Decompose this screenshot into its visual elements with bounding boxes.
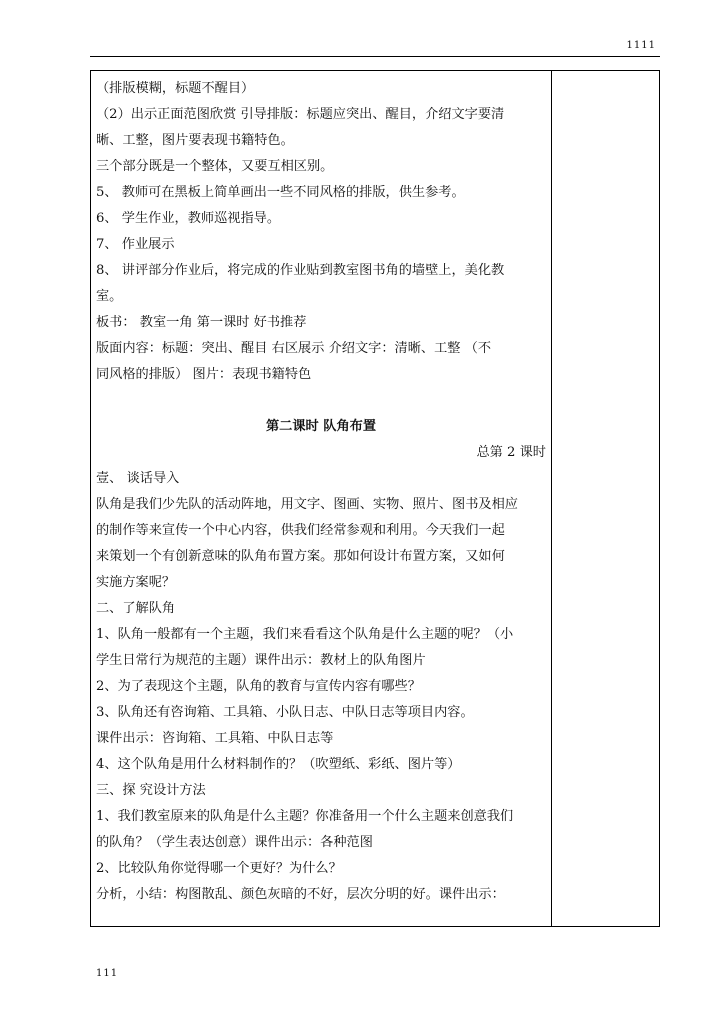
section-title: 第二课时 队角布置 <box>265 419 377 434</box>
lesson-content <box>96 76 546 908</box>
text-line: 二、了解队角 <box>96 601 176 616</box>
text-line: 8、 讲评部分作业后，将完成的作业贴到教室图书角的墙壁上，美化教 <box>96 263 505 278</box>
text-line: 7、 作业展示 <box>96 237 175 252</box>
lesson-count: 总第 2 课时 <box>476 445 546 460</box>
text-line: （排版模糊，标题不醒目） <box>96 81 255 96</box>
text-line: 1、队角一般都有一个主题，我们来看看这个队角是什么主题的呢？（小 <box>96 627 514 642</box>
text-line: 分析，小结：构图散乱、颜色灰暗的不好，层次分明的好。课件出示： <box>96 887 505 902</box>
text-line: 三、探 究设计方法 <box>96 783 206 798</box>
text-line: 队角是我们少先队的活动阵地，用文字、图画、实物、照片、图书及相应 <box>96 497 518 512</box>
text-line: 版面内容：标题：突出、醒目 右区展示 介绍文字：清晰、工整 （不 <box>96 341 492 356</box>
text-line: 课件出示：咨询箱、工具箱、中队日志等 <box>96 731 334 746</box>
text-line: 3、队角还有咨询箱、工具箱、小队日志、中队日志等项目内容。 <box>96 705 474 720</box>
text-line: 板书： 教室一角 第一课时 好书推荐 <box>96 315 307 330</box>
table-column-divider <box>551 70 552 927</box>
text-line: 的队角？（学生表达创意）课件出示：各种范图 <box>96 835 373 850</box>
footer-page-mark: 111 <box>96 968 119 979</box>
text-line: 2、比较队角你觉得哪一个更好？为什么？ <box>96 861 342 876</box>
text-line: 学生日常行为规范的主题）课件出示：教材上的队角图片 <box>96 653 426 668</box>
text-line: 晰、工整，图片要表现书籍特色。 <box>96 133 294 148</box>
text-line: 5、 教师可在黑板上简单画出一些不同风格的排版，供生参考。 <box>96 185 465 200</box>
text-line: 三个部分既是一个整体，又要互相区别。 <box>96 159 334 174</box>
text-line: 4、这个队角是用什么材料制作的？（吹塑纸、彩纸、图片等） <box>96 757 461 772</box>
text-line: 6、 学生作业，教师巡视指导。 <box>96 211 281 226</box>
text-line: 实施方案呢？ <box>96 575 176 590</box>
text-line: 1、我们教室原来的队角是什么主题？你准备用一个什么主题来创意我们 <box>96 809 514 824</box>
text-line: 同风格的排版） 图片：表现书籍特色 <box>96 367 312 382</box>
text-line: 室。 <box>96 289 123 304</box>
text-line: （2）出示正面范图欣赏 引导排版：标题应突出、醒目，介绍文字要清 <box>96 107 505 122</box>
text-line: 壹、 谈话导入 <box>96 471 180 486</box>
text-line: 的制作等来宣传一个中心内容，供我们经常参观和利用。今天我们一起 <box>96 523 505 538</box>
header-page-mark: 1111 <box>626 40 656 51</box>
blank-line <box>96 388 546 414</box>
text-line: 2、为了表现这个主题，队角的教育与宣传内容有哪些？ <box>96 679 421 694</box>
text-line: 来策划一个有创新意味的队角布置方案。那如何设计布置方案，又如何 <box>96 549 505 564</box>
header-rule <box>90 56 660 57</box>
